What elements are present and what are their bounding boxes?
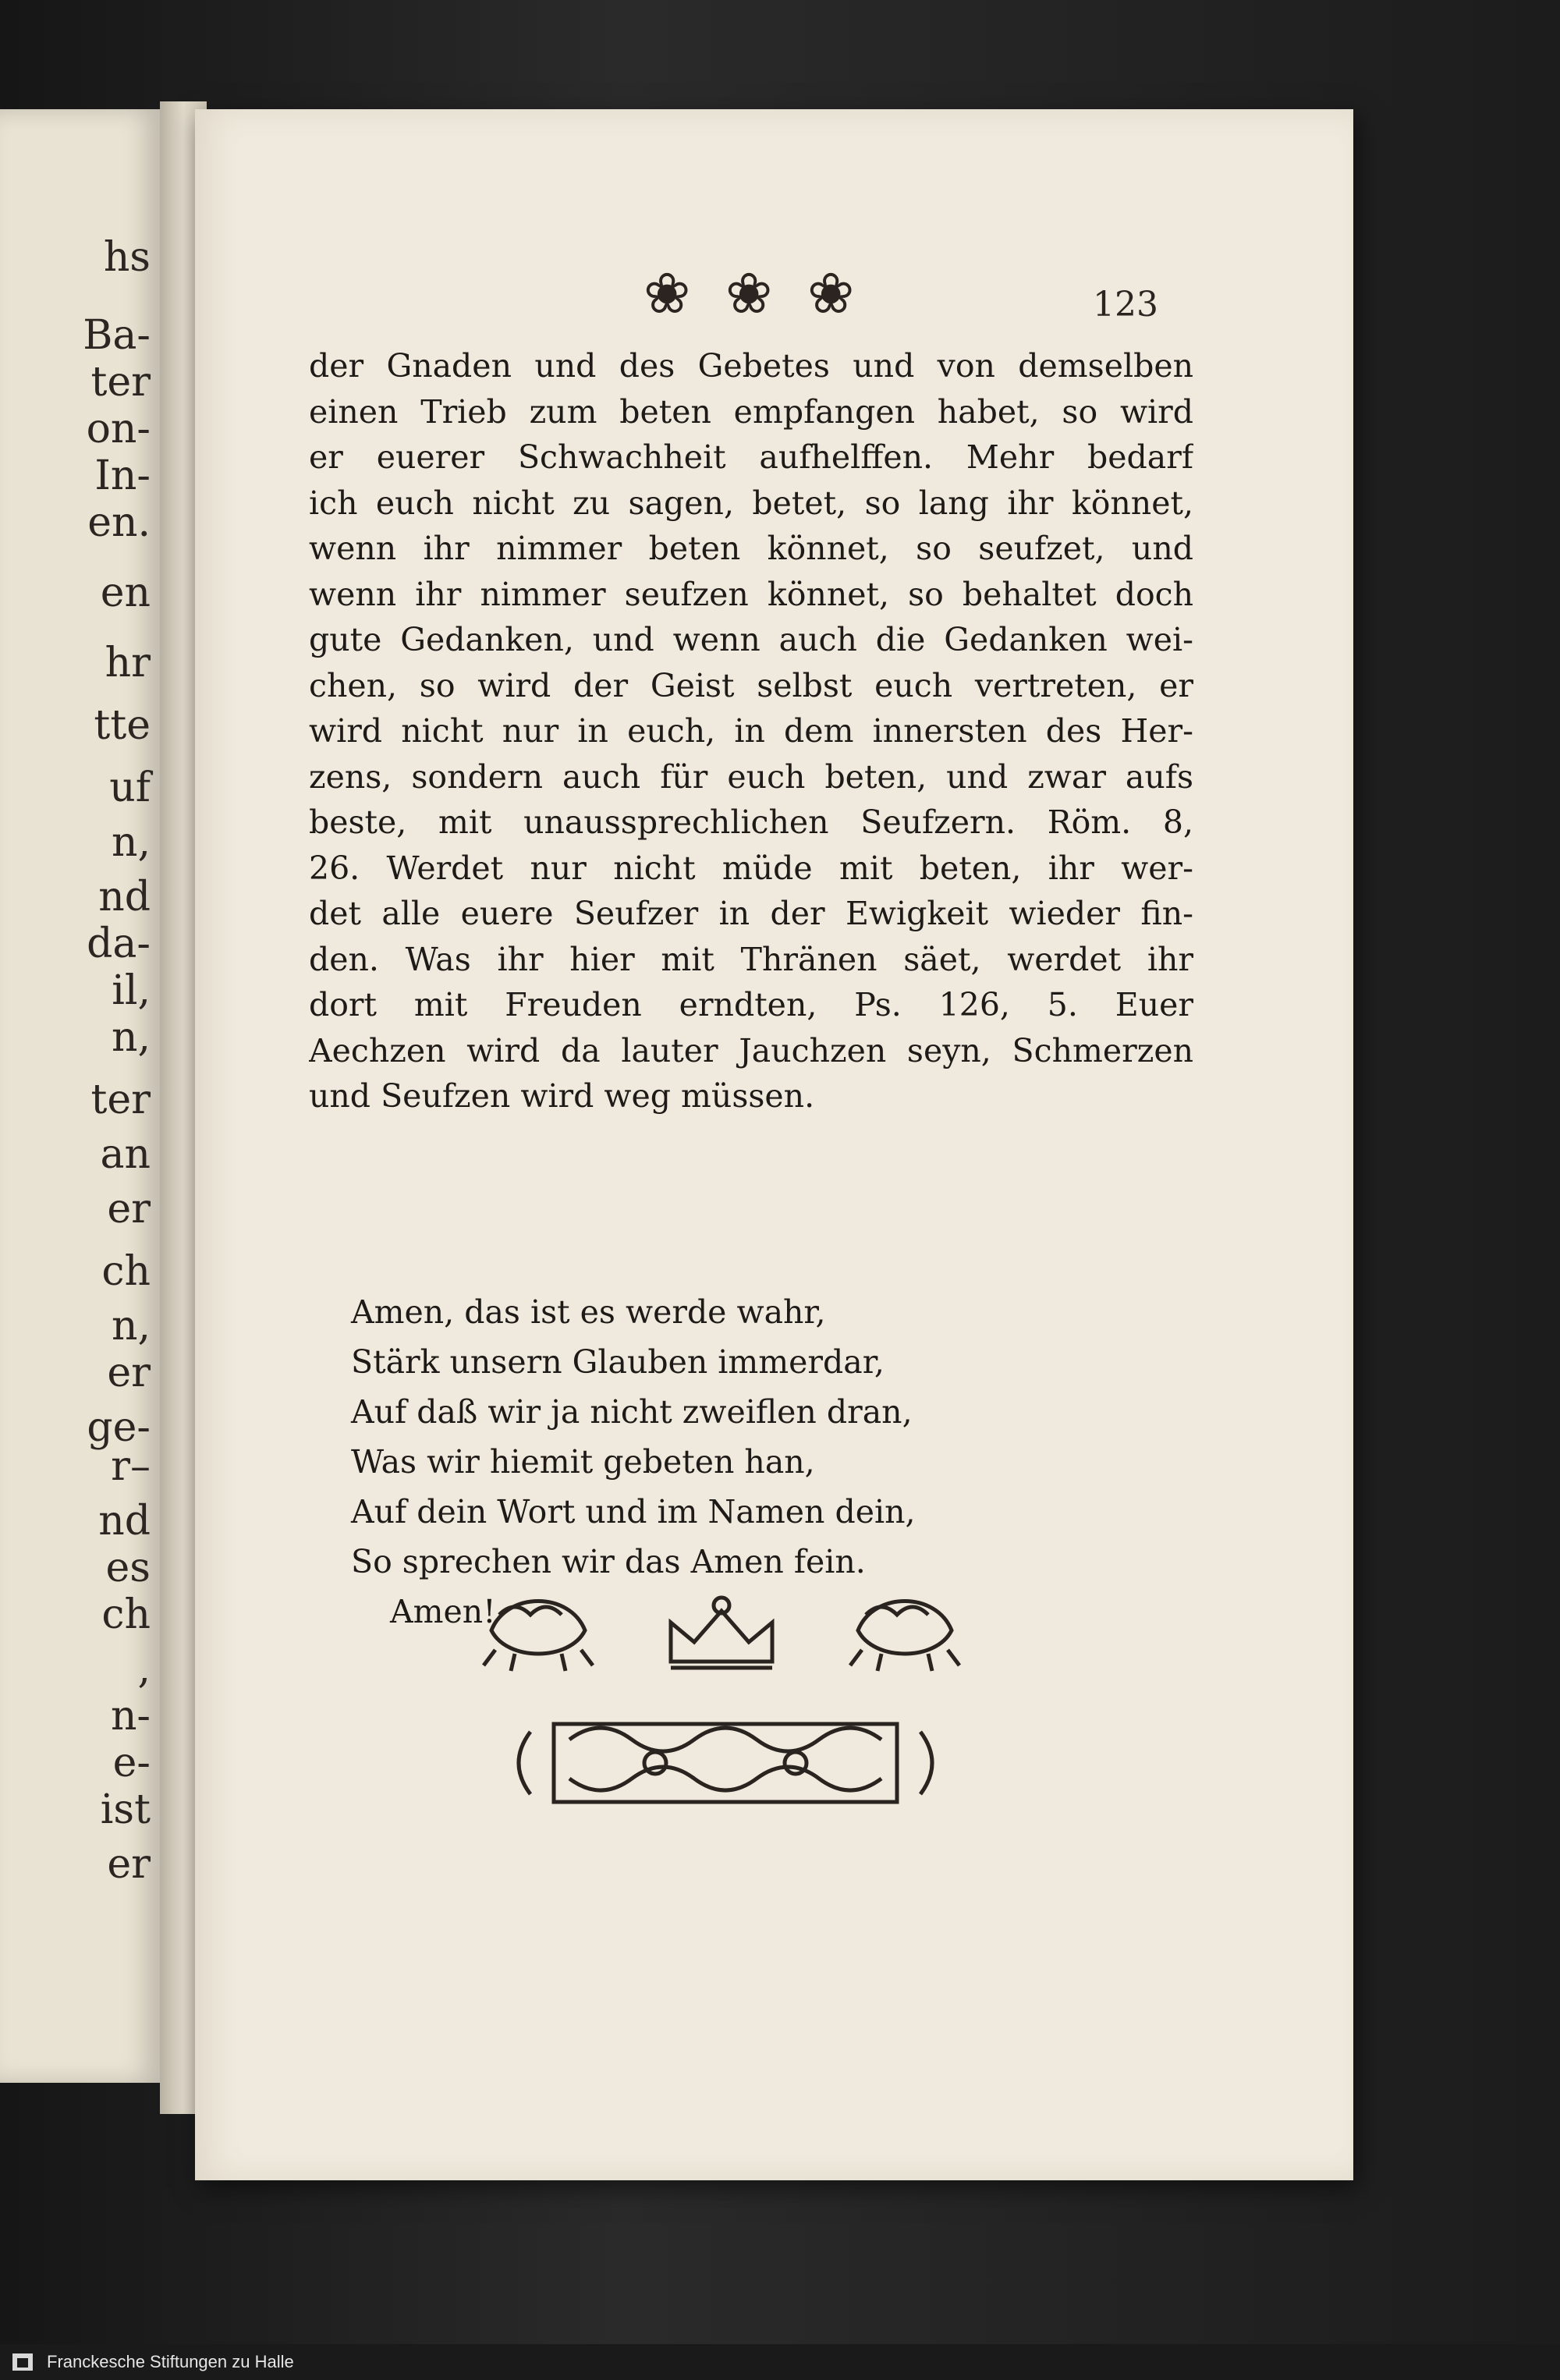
left-page-text-fragment: il, — [112, 967, 151, 1014]
text-line: ich euch nicht zu sagen, betet, so lang ihr könnet, — [309, 484, 1193, 522]
left-page-text-fragment: , — [137, 1646, 151, 1693]
text-line: Aechzen wird da lauter Jauchzen seyn, Schmerzen — [309, 1031, 1193, 1069]
left-facing-page — [0, 109, 162, 2083]
left-page-text-fragment: ch — [101, 1591, 151, 1638]
left-page-text-fragment: er — [107, 1841, 151, 1888]
text-line: 26. Werdet nur nicht müde mit beten, ihr wer- — [309, 849, 1193, 887]
floral-ornament-icon: ❀ — [644, 261, 691, 326]
left-page-text-fragment: uf — [109, 764, 151, 811]
footer-bar — [0, 2344, 1560, 2380]
text-line: zens, sondern auch für euch beten, und zwar aufs — [309, 757, 1193, 796]
text-line: det alle euere Seufzer in der Ewigkeit wieder fin- — [309, 895, 1193, 932]
text-line: den. Was ihr hier mit Thränen säet, werdet ihr — [309, 940, 1193, 978]
left-page-text-fragment: ter — [90, 1076, 151, 1123]
left-page-text-fragment: In- — [94, 452, 151, 499]
left-page-text-fragment: on- — [86, 406, 151, 452]
left-page-text-fragment: n, — [111, 1303, 151, 1350]
left-page-text-fragment: nd — [98, 1498, 151, 1545]
left-page-text-fragment: es — [105, 1545, 151, 1591]
verse-line: Was wir hiemit gebeten han, — [351, 1443, 815, 1481]
page-number: 123 — [1093, 285, 1158, 325]
verse-line: Auf dein Wort und im Namen dein, — [351, 1493, 916, 1531]
verse-amen: Amen! — [390, 1593, 496, 1630]
left-page-text-fragment: ist — [100, 1786, 151, 1833]
left-page-text-fragment: r– — [111, 1443, 151, 1490]
left-page-text-fragment: an — [100, 1131, 151, 1178]
left-page-text-fragment: hs — [103, 234, 151, 281]
left-page-text-fragment: er — [107, 1186, 151, 1233]
left-page-text-fragment: hr — [105, 640, 151, 686]
institution-logo-icon — [11, 2350, 34, 2374]
left-page-text-fragment: ter — [90, 359, 151, 406]
floral-ornament-icon: ❀ — [807, 261, 855, 326]
text-line: wenn ihr nimmer beten könnet, so seufzet, und — [309, 530, 1193, 567]
text-line: dort mit Freuden erndten, Ps. 126, 5. Euer — [309, 986, 1193, 1023]
text-line: wenn ihr nimmer seufzen könnet, so behaltet doch — [309, 575, 1193, 613]
text-line: einen Trieb zum beten empfangen habet, so wird — [309, 392, 1193, 431]
left-page-text-fragment: ge- — [87, 1404, 151, 1451]
text-line: wird nicht nur in euch, in dem innersten des Her- — [309, 712, 1193, 750]
tailpiece-vignette-icon — [460, 1576, 1006, 1818]
text-line: gute Gedanken, und wenn auch die Gedanken wei- — [309, 621, 1193, 658]
verse-line: So sprechen wir das Amen fein. — [351, 1543, 866, 1580]
text-line: beste, mit unaussprechlichen Seufzern. Röm. 8, — [309, 803, 1193, 841]
institution-credit: Franckesche Stiftungen zu Halle — [47, 2352, 294, 2371]
page-header — [195, 261, 1353, 343]
text-line: er euerer Schwachheit aufhelffen. Mehr bedarf — [309, 438, 1193, 476]
left-page-text-fragment: Ba- — [83, 312, 151, 359]
text-line: und Seufzen wird weg müssen. — [309, 1077, 815, 1115]
left-page-text-fragment: e- — [112, 1740, 151, 1786]
left-page-text-fragment: er — [107, 1350, 151, 1396]
text-line: der Gnaden und des Gebetes und von demselben — [309, 347, 1193, 385]
left-page-text-fragment: n- — [110, 1693, 151, 1740]
book-page — [195, 109, 1353, 2180]
body-paragraph — [309, 343, 1193, 1119]
left-page-text-fragment: tte — [94, 702, 151, 749]
left-page-text-fragment: nd — [98, 874, 151, 920]
left-page-text-fragment: ch — [101, 1248, 151, 1295]
left-page-text-fragment: en. — [87, 499, 151, 546]
left-page-text-fragment: da- — [87, 920, 151, 967]
verse-line: Stärk unsern Glauben immerdar, — [351, 1343, 885, 1381]
verse-line: Amen, das ist es werde wahr, — [351, 1293, 826, 1331]
left-page-text-fragment: en — [100, 569, 151, 616]
floral-ornament-icon: ❀ — [725, 261, 773, 326]
left-page-text-fragment: n, — [111, 1014, 151, 1061]
text-line: chen, so wird der Geist selbst euch vertreten, er — [309, 666, 1193, 704]
verse-line: Auf daß wir ja nicht zweiflen dran, — [351, 1393, 913, 1431]
left-page-text-fragment: n, — [111, 819, 151, 866]
